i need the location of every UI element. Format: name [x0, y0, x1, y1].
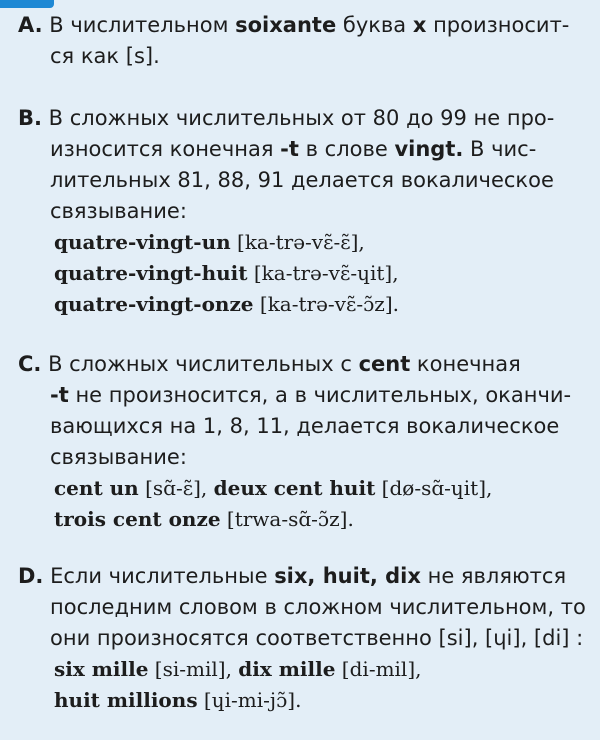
rule-a-line-2: ся как [s]. — [50, 44, 160, 68]
rule-b-line-3: лительных 81, 88, 91 делается вокалическое — [50, 168, 554, 192]
example-row — [18, 654, 594, 685]
rule-a-letter: A. — [18, 13, 43, 37]
rule-b-line-1 — [18, 103, 594, 134]
rule-c-text: не произносится, а в числительных, оканчи- — [68, 383, 572, 407]
rule-a — [18, 10, 594, 72]
rule-b-line-4: связывание: — [50, 199, 187, 223]
example-row — [18, 685, 594, 716]
example-word: huit millions — [54, 688, 198, 712]
example-pronunciation: [dø-sɑ̃-ɥit], — [375, 476, 493, 500]
rule-a-line-1 — [18, 10, 594, 41]
rule-c-line-3: вающихся на 1, 8, 11, делается вокалическое — [50, 414, 560, 438]
rule-d-text: не являются — [420, 564, 567, 588]
example-pronunciation: [ɥi-mi-jɔ̃]. — [197, 688, 302, 712]
term-vingt: vingt. — [394, 137, 464, 161]
section-tab-marker — [0, 0, 54, 8]
term-t: -t — [280, 137, 299, 161]
term-six-huit-dix: six, huit, dix — [274, 564, 421, 588]
rule-b-text: В чис- — [463, 137, 537, 161]
example-pronunciation: [sɑ̃-ɛ̃], — [138, 476, 214, 500]
rule-d-line-1 — [18, 561, 594, 592]
rule-a-text: буква — [336, 13, 413, 37]
rule-d-letter: D. — [18, 564, 44, 588]
example-word: dix mille — [238, 657, 336, 681]
rule-b — [18, 103, 594, 320]
example-row — [18, 473, 594, 504]
rule-c-text: В сложных числительных с — [41, 352, 359, 376]
example-pronunciation: [ka-trə-vɛ̃-ɔ̃z]. — [253, 292, 399, 316]
rule-b-text: в слове — [298, 137, 395, 161]
rule-c-letter: C. — [18, 352, 42, 376]
example-pronunciation: [si-mil], — [148, 657, 239, 681]
example-row — [18, 227, 594, 258]
example-word: quatre-vingt-onze — [54, 292, 254, 316]
rule-c-line-1 — [18, 349, 594, 380]
example-pronunciation: [trwa-sɑ̃-ɔ̃z]. — [220, 507, 354, 531]
example-row — [18, 258, 594, 289]
rule-d-text: Если числительные — [43, 564, 275, 588]
term-soixante: soixante — [235, 13, 337, 37]
term-x: x — [412, 13, 427, 37]
example-pronunciation: [ka-trə-vɛ̃-ɥit], — [247, 261, 399, 285]
example-word: quatre-vingt-huit — [54, 261, 248, 285]
rule-b-text: В сложных числительных от 80 до 99 не про- — [41, 106, 555, 130]
example-word: quatre-vingt-un — [54, 230, 231, 254]
example-row — [18, 289, 594, 320]
example-pronunciation: [ka-trə-vɛ̃-ɛ̃], — [230, 230, 365, 254]
term-t: -t — [50, 383, 69, 407]
rule-a-text: произносит- — [426, 13, 570, 37]
example-row — [18, 504, 594, 535]
rule-d-line-2: последним словом в сложном числительном, то — [50, 595, 586, 619]
rule-b-text: износится конечная — [50, 137, 281, 161]
example-pronunciation: [di-mil], — [335, 657, 422, 681]
rule-c — [18, 349, 594, 535]
rule-b-line-2 — [18, 134, 594, 165]
term-cent: cent — [358, 352, 411, 376]
rule-c-line-4: связывание: — [50, 445, 187, 469]
rule-c-line-2 — [18, 380, 594, 411]
example-word: deux cent huit — [213, 476, 376, 500]
rule-c-text: конечная — [410, 352, 521, 376]
rule-b-letter: B. — [18, 106, 42, 130]
rule-d-line-3: они произносятся соответственно [si], [ɥi], [di] : — [50, 626, 584, 650]
rule-d — [18, 561, 594, 716]
example-word: cent un — [54, 476, 139, 500]
example-word: trois cent onze — [54, 507, 221, 531]
example-word: six mille — [54, 657, 149, 681]
rule-a-text: В числительном — [42, 13, 236, 37]
